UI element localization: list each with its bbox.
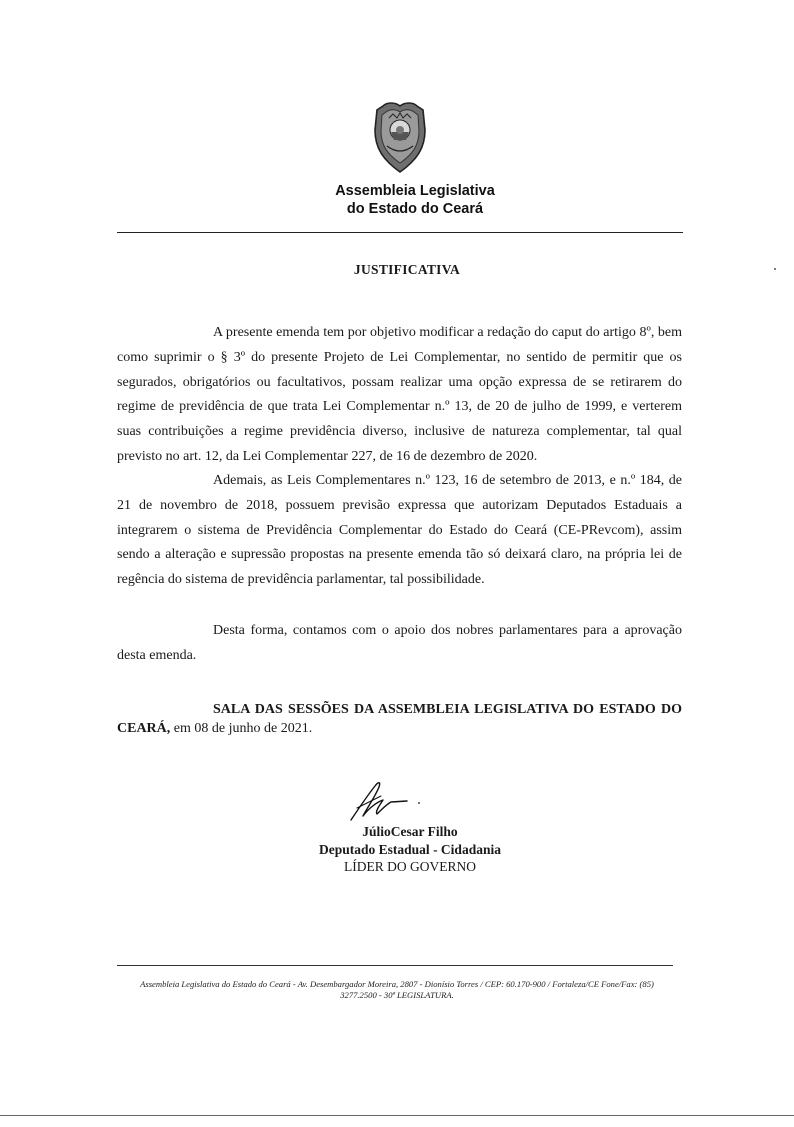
signature-icon (345, 778, 425, 824)
closing-date: em 08 de junho de 2021. (170, 721, 313, 736)
page-edge-line (0, 1115, 794, 1116)
closing-statement (117, 700, 682, 738)
paragraph-2: Ademais, as Leis Complementares n.º 123, 16 de setembro de 2013, e n.º 184, de 21 de novembro de 2018, possuem previsão expressa que autorizam Deputados Estaduais a integrarem o sistema de Previdência Complementar do Estado do Ceará (CE-PRevcom), assim sendo a alteração e supressão propostas na presente emenda tão só deixará claro, na própria lei de regência do sistema de previdência parlamentar, tal possibilidade. (117, 473, 682, 588)
coat-of-arms-icon (369, 100, 431, 180)
organization-name-line2: do Estado do Ceará (346, 201, 484, 217)
closing-place: SALA DAS SESSÕES DA ASSEMBLEIA LEGISLATIVA DO ESTADO DO CEARÁ, (117, 702, 682, 736)
organization-name (0, 182, 794, 218)
paragraph-1: A presente emenda tem por objetivo modificar a redação do caput do artigo 8º, bem como suprimir o § 3º do presente Projeto de Lei Complementar, no sentido de permitir que os segurados, obrigatórios ou facultativos, possam realizar uma opção expressa de se retirarem do regime de previdência de que trata Lei Complementar n.º 13, de 20 de julho de 1999, e verterem suas contribuições a regime previdência diverso, inclusive de natureza complementar, tal qual previsto no art. 12, da Lei Complementar 227, de 16 de dezembro de 2020. (117, 325, 682, 464)
footer-address (112, 979, 682, 1001)
signer-position: LÍDER DO GOVERNO (344, 859, 476, 874)
signer-name: JúlioCesar Filho (362, 824, 458, 839)
footer-line-1: Assembleia Legislativa do Estado do Ceará - Av. Desembargador Moreira, 2807 - Dionísio Torres / CEP: 60.170-900 / Fortaleza/CE Fone/Fax: (85) (140, 979, 654, 989)
signer-role: Deputado Estadual - Cidadania (319, 841, 501, 857)
document-title: JUSTIFICATIVA (353, 262, 461, 277)
paragraph-3: Desta forma, contamos com o apoio dos nobres parlamentares para a aprovação desta emenda. (117, 623, 682, 663)
signer-block (270, 823, 550, 876)
footer-line-2: 3277.2500 - 30ª LEGISLATURA. (340, 990, 454, 1000)
organization-name-line1: Assembleia Legislativa (335, 183, 495, 199)
header-divider (117, 232, 683, 233)
footer-divider (117, 965, 673, 966)
